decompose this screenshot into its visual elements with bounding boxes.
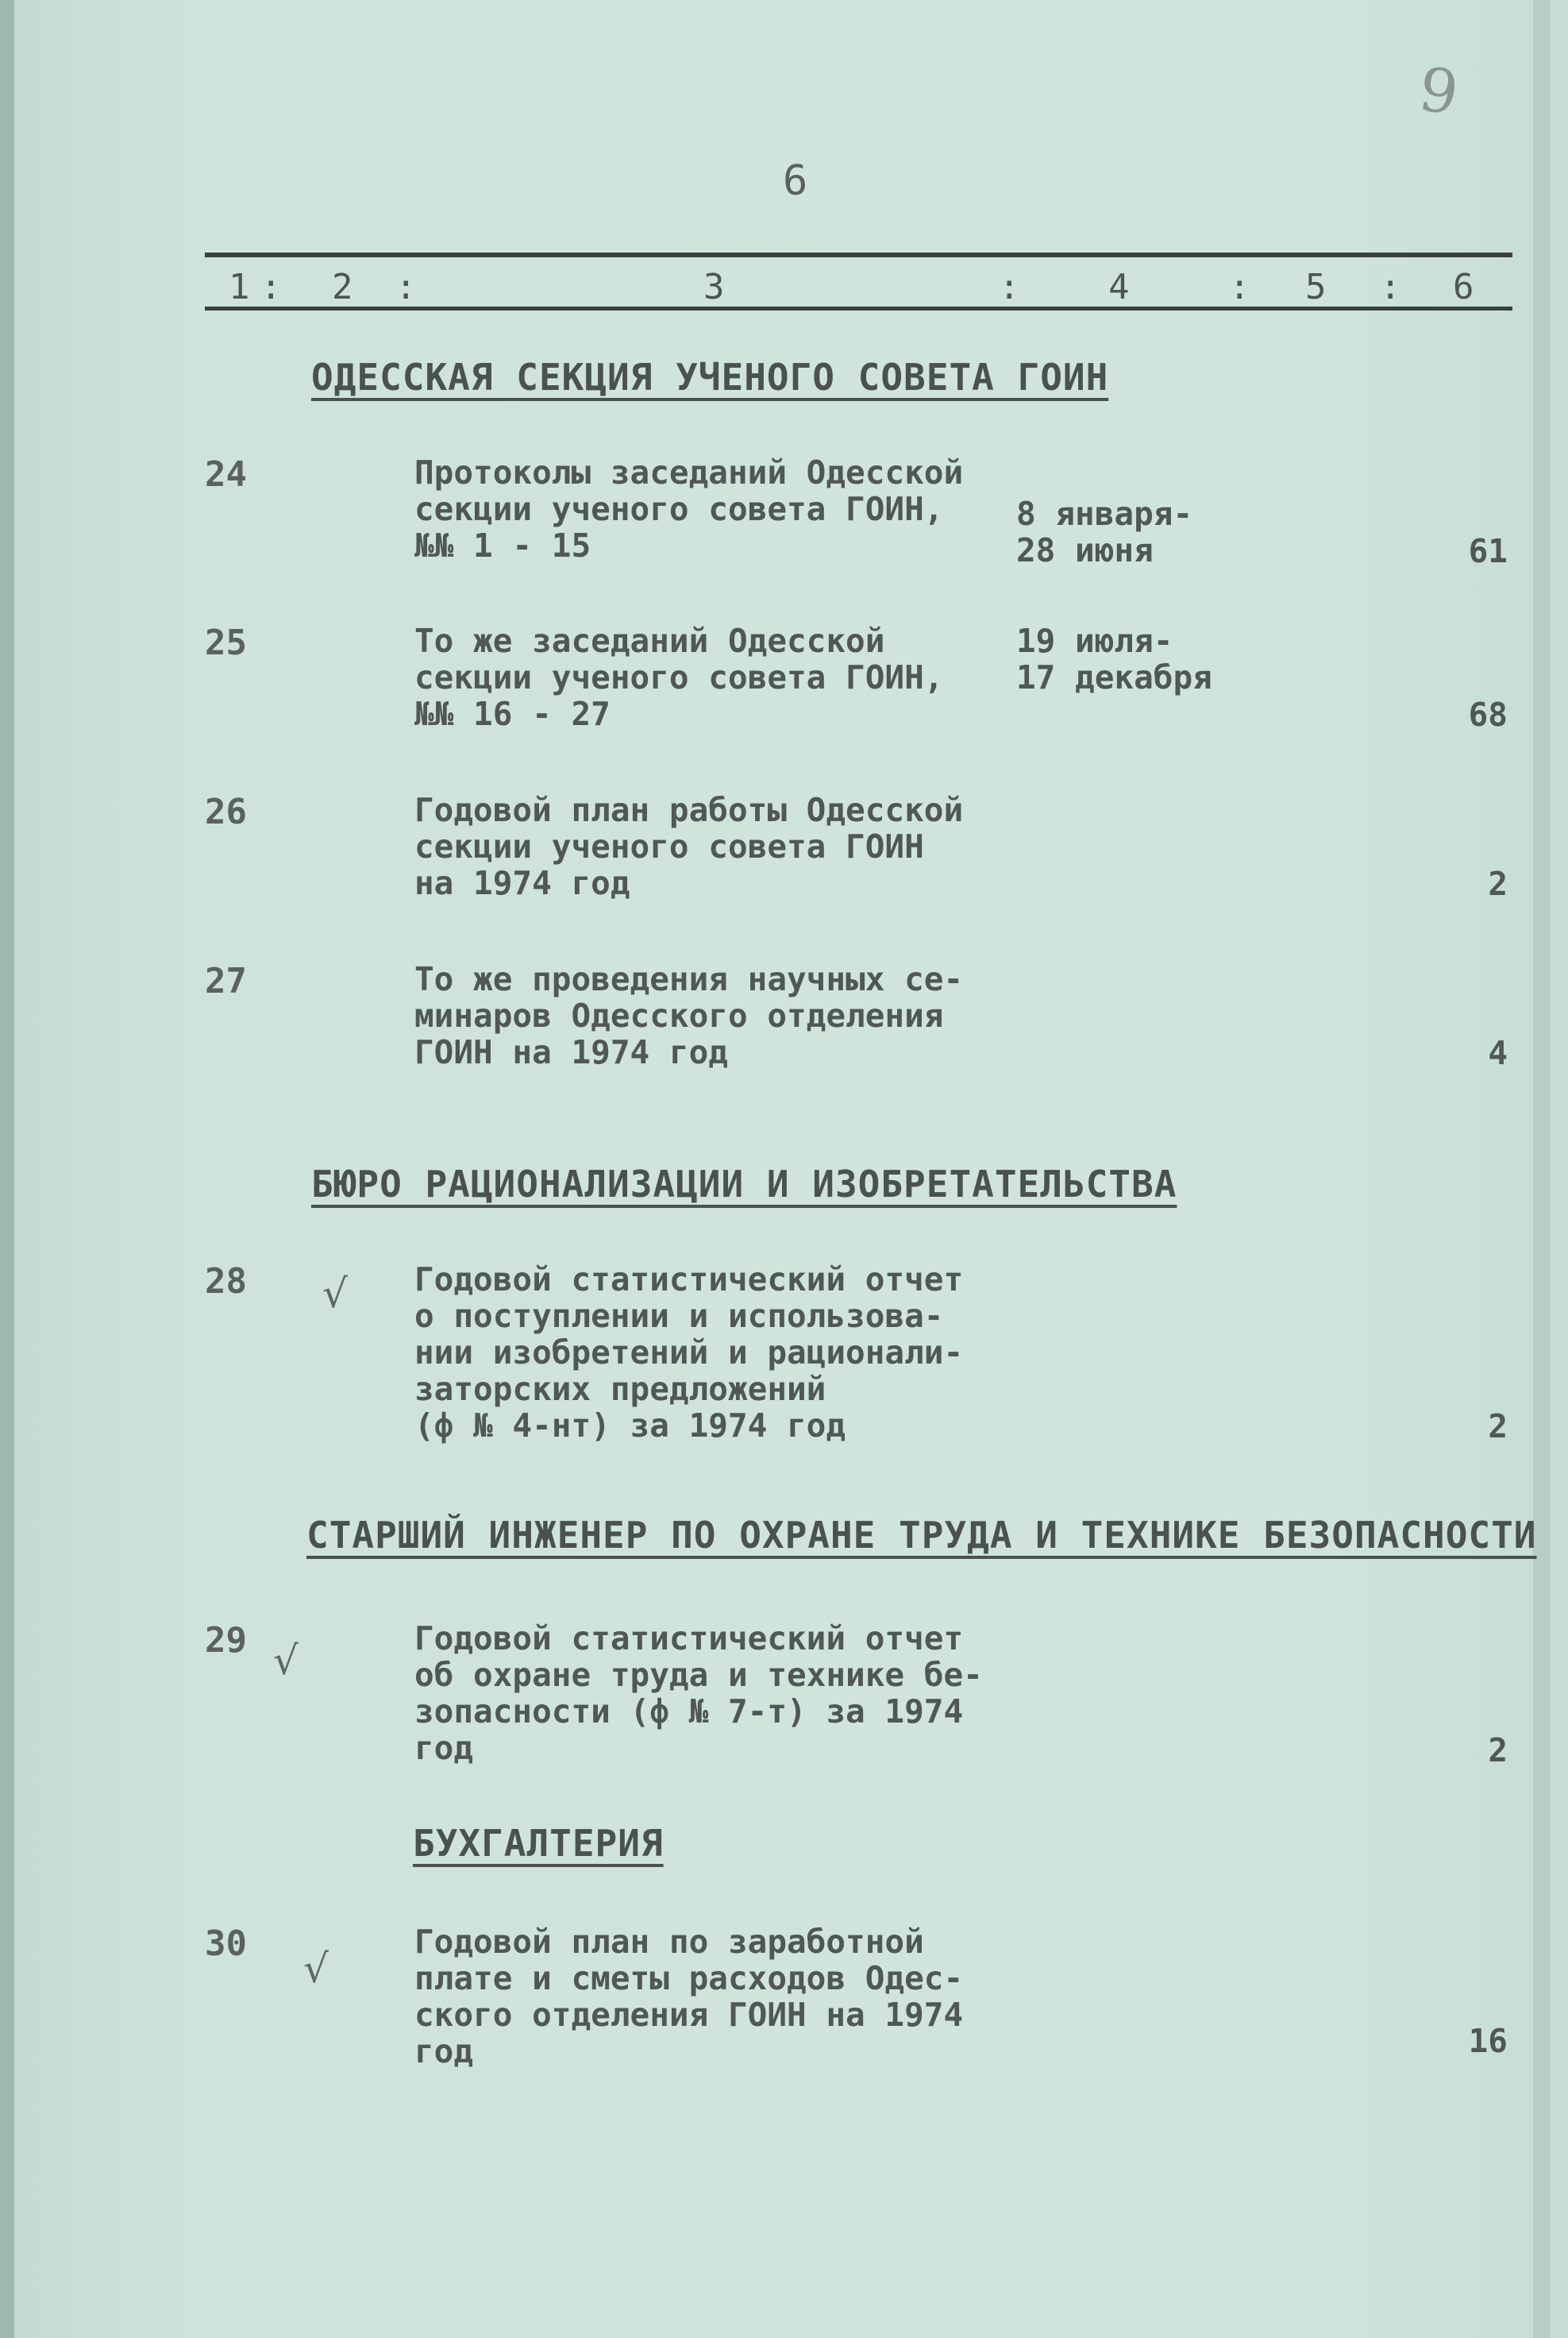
entry-title: Годовой статистический отчет о поступлении и использова- нии изобретений и рационали- заторских предложений (ф № 4-нт) за 1974 год <box>414 1260 964 1445</box>
entry-sheet-count: 68 <box>1468 696 1508 734</box>
column-number-5: 5 <box>1305 267 1331 307</box>
column-number-2: 2 <box>332 267 358 307</box>
entry-number: 29 <box>205 1620 247 1661</box>
entry-title: Годовой план работы Одесской секции ученого совета ГОИН на 1974 год <box>414 791 964 902</box>
sheet-right-edge <box>1533 0 1551 2338</box>
column-number-header: 1 : 2 : 3 : 4 : 5 : 6 <box>229 267 1479 307</box>
entry-number: 25 <box>205 623 247 663</box>
entry-title: То же заседаний Одесской секции ученого совета ГОИН, №№ 16 - 27 <box>414 622 944 733</box>
column-number-6: 6 <box>1453 267 1479 307</box>
entry-sheet-count: 2 <box>1488 865 1508 903</box>
entry-number: 24 <box>205 454 247 495</box>
check-mark: √ <box>273 1638 299 1684</box>
document-sheet <box>14 0 1551 2338</box>
section-heading: ОДЕССКАЯ СЕКЦИЯ УЧЕНОГО СОВЕТА ГОИН <box>311 356 1109 399</box>
entry-title: Протоколы заседаний Одесской секции ученого совета ГОИН, №№ 1 - 15 <box>414 453 964 565</box>
entry-sheet-count: 2 <box>1488 1731 1508 1769</box>
handwritten-sheet-number: 9 <box>1415 53 1463 129</box>
entry-sheet-count: 61 <box>1468 532 1508 570</box>
entry-number: 26 <box>205 792 247 832</box>
section-heading: БУХГАЛТЕРИЯ <box>413 1822 664 1865</box>
entry-title: То же проведения научных се- минаров Одесского отделения ГОИН на 1974 год <box>414 960 964 1071</box>
column-number-4: 4 <box>1108 267 1135 307</box>
table-header-bottom-rule <box>205 307 1512 311</box>
entry-title: Годовой план по заработной плате и сметы расходов Одес- ского отделения ГОИН на 1974 год <box>414 1923 964 2070</box>
section-heading: СТАРШИЙ ИНЖЕНЕР ПО ОХРАНЕ ТРУДА И ТЕХНИКЕ БЕЗОПАСНОСТИ <box>306 1514 1537 1557</box>
entry-title: Годовой статистический отчет об охране труда и технике бе- зопасности (ф № 7-т) за 1974 год <box>414 1619 983 1767</box>
entry-number: 27 <box>205 961 247 1001</box>
entry-dates: 19 июля- 17 декабря <box>1016 622 1212 696</box>
entry-sheet-count: 16 <box>1468 2022 1508 2060</box>
entry-sheet-count: 4 <box>1488 1034 1508 1072</box>
entry-sheet-count: 2 <box>1488 1407 1508 1445</box>
section-heading: БЮРО РАЦИОНАЛИЗАЦИИ И ИЗОБРЕТАТЕЛЬСТВА <box>311 1163 1177 1206</box>
entry-number: 28 <box>205 1261 247 1302</box>
column-number-1: 1 <box>229 267 255 307</box>
binding-strip <box>0 0 14 2338</box>
entry-number: 30 <box>205 1923 247 1964</box>
page-number: 6 <box>783 157 808 205</box>
column-number-3: 3 <box>703 267 730 307</box>
check-mark: √ <box>303 1946 329 1992</box>
entry-dates: 8 января- 28 июня <box>1016 495 1193 569</box>
check-mark: √ <box>322 1271 348 1317</box>
table-header-top-rule <box>205 253 1512 257</box>
